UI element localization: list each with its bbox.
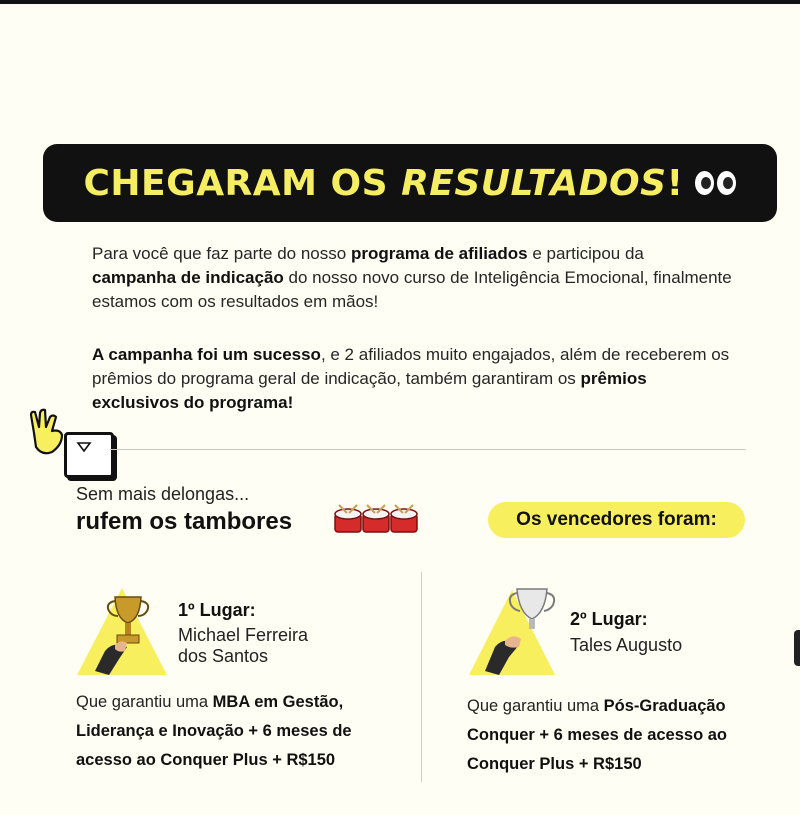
campaign-paragraph: A campanha foi um sucesso, e 2 afiliados muito engajados, além de receberem os prêmios do programa geral de indicação, também garantiram os prêmios exclusivos do programa! (92, 345, 730, 412)
top-border (0, 0, 800, 4)
drum-icon (333, 502, 421, 538)
trophy-gold-icon (75, 585, 170, 677)
section-divider (110, 449, 746, 450)
intro-paragraph: Para você que faz parte do nosso programa de afiliados e participou da campanha de indicação do nosso novo curso de Inteligência Emocional, finalmente estamos com os resultados em mãos! (92, 244, 732, 311)
rock-hand-icon (28, 405, 68, 457)
trophy-silver-icon (467, 585, 557, 677)
first-place-prize: Que garantiu uma MBA em Gestão, Liderança e Inovação + 6 meses de acesso ao Conquer Plus + R$150 (76, 693, 352, 769)
eyes-emoji-icon (695, 171, 736, 195)
keyboard-key-icon (64, 432, 114, 478)
second-place-title: 2º Lugar: (570, 609, 648, 629)
winners-label-badge: Os vencedores foram: (488, 502, 745, 538)
winners-column-divider (421, 572, 422, 782)
first-place-name: Michael Ferreira dos Santos (178, 625, 309, 666)
banner-title: CHEGARAM OS RESULTADOS! (83, 162, 684, 204)
second-place-prize: Que garantiu uma Pós-Graduação Conquer + 6 meses de acesso ao Conquer Plus + R$150 (467, 697, 727, 773)
teaser-small-text: Sem mais delongas... (76, 484, 250, 504)
teaser-headline: rufem os tambores (76, 508, 293, 535)
first-place-title: 1º Lugar: (178, 600, 256, 620)
side-edge-tab (794, 630, 800, 666)
results-banner (43, 144, 777, 222)
second-place-name: Tales Augusto (570, 635, 683, 655)
